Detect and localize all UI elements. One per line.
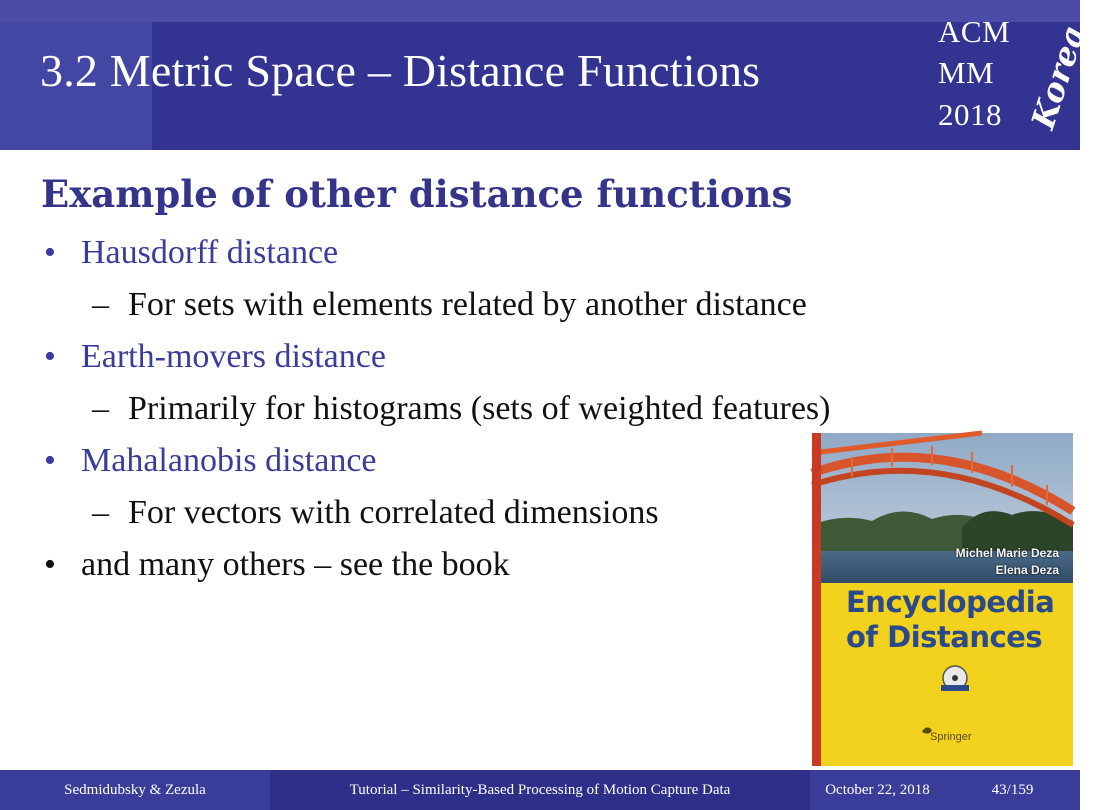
footer-talk-title: Tutorial – Similarity-Based Processing of Motion Capture Data <box>270 770 810 810</box>
bullet-marker: • <box>44 546 56 583</box>
conference-logo <box>938 14 1093 139</box>
conference-logo-year: 2018 <box>938 97 1002 132</box>
book-authors <box>956 545 1059 579</box>
book-title-line-2: of Distances <box>846 620 1043 654</box>
book-cover-image <box>812 433 1073 766</box>
sub-item-earth-movers <box>92 392 830 426</box>
bullet-marker: • <box>44 338 56 375</box>
bullet-marker: • <box>44 234 56 271</box>
book-publisher: Springer <box>930 731 972 743</box>
dash-marker: – <box>92 494 109 531</box>
footer-date: October 22, 2018 <box>810 770 945 810</box>
bullet-text: Hausdorff distance <box>81 234 339 271</box>
bullet-text: and many others – see the book <box>81 546 510 583</box>
slide-title: 3.2 Metric Space – Distance Functions <box>40 45 761 96</box>
sub-item-mahalanobis <box>92 496 659 530</box>
sub-item-text: Primarily for histograms (sets of weighted features) <box>128 390 831 427</box>
slide-header <box>0 0 1093 150</box>
conference-logo-mm: MM <box>938 55 995 90</box>
bullet-text: Earth-movers distance <box>81 338 386 375</box>
dash-marker: – <box>92 286 109 323</box>
book-title <box>846 585 1066 655</box>
bullet-text: Mahalanobis distance <box>81 442 377 479</box>
sub-item-text: For sets with elements related by another distance <box>128 286 807 323</box>
footer-page-number: 43/159 <box>945 770 1080 810</box>
bullet-marker: • <box>44 442 56 479</box>
bullet-item-hausdorff <box>44 236 338 270</box>
book-author-1: Michel Marie Deza <box>955 546 1059 560</box>
bullet-item-earth-movers <box>44 340 386 374</box>
book-author-2: Elena Deza <box>995 563 1059 577</box>
sub-item-hausdorff <box>92 288 807 322</box>
conference-logo-korea: Korea <box>1023 20 1093 134</box>
bullet-item-others <box>44 548 510 582</box>
content-heading: Example of other distance functions <box>41 172 793 216</box>
book-title-line-1: Encyclopedia <box>846 585 1055 619</box>
bullet-item-mahalanobis <box>44 444 377 478</box>
footer-authors: Sedmidubsky & Zezula <box>0 770 270 810</box>
sub-item-text: For vectors with correlated dimensions <box>128 494 659 531</box>
conference-logo-acm: ACM <box>938 14 1011 49</box>
slide-footer <box>0 770 1080 810</box>
dash-marker: – <box>92 390 109 427</box>
header-top-band <box>0 0 1080 22</box>
